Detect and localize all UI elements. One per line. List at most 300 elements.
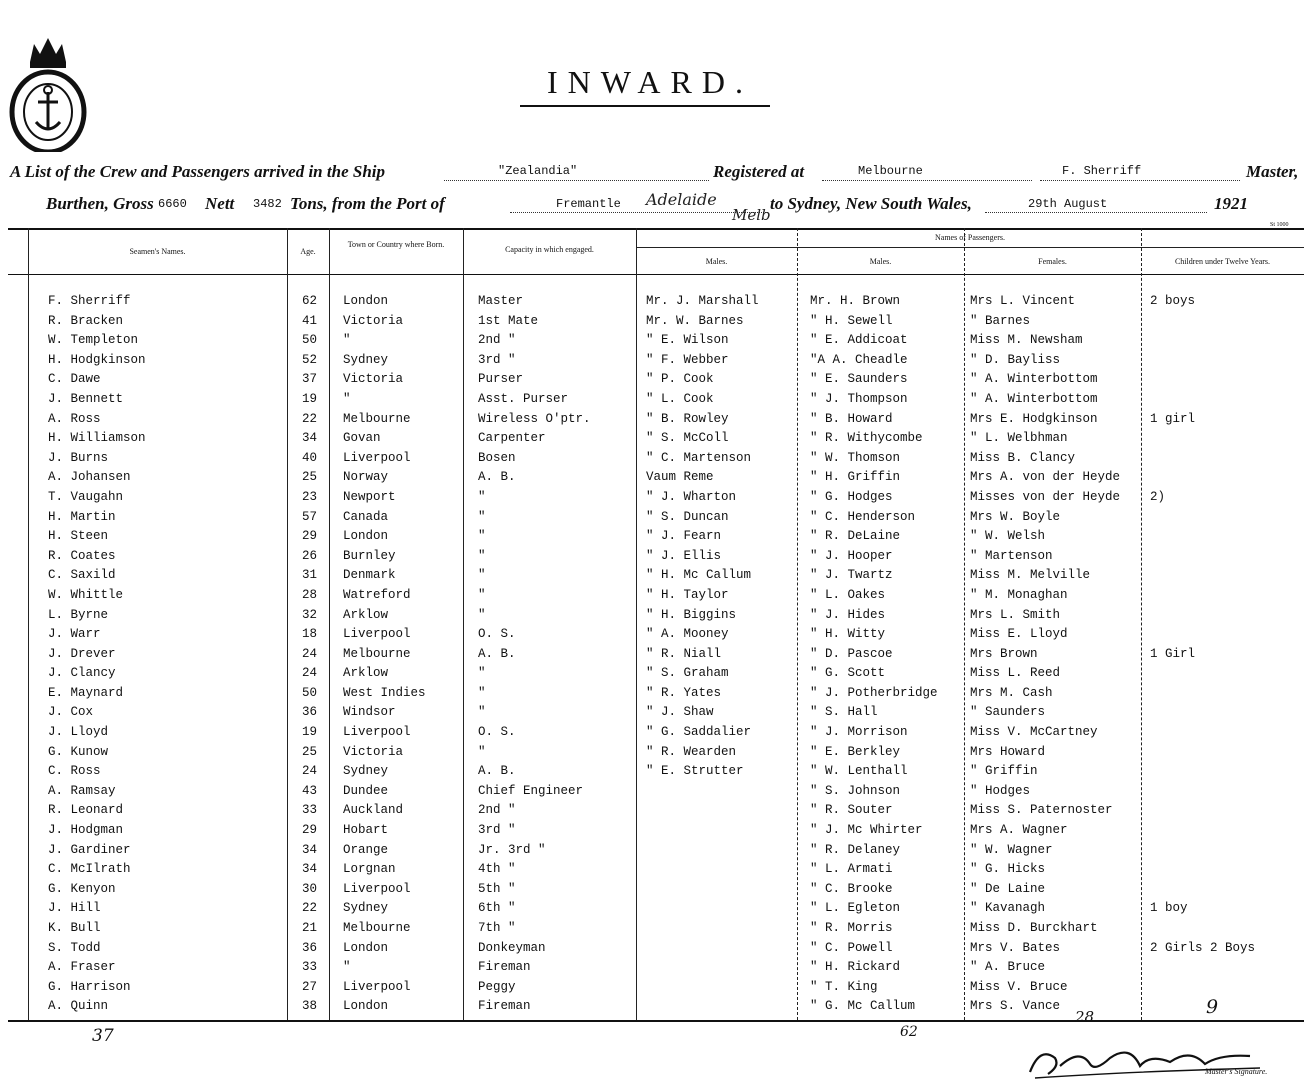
seaman-age: 38 (302, 999, 318, 1014)
birthplace: London (343, 294, 389, 308)
female-passenger: " Saunders (970, 705, 1046, 720)
female-passenger: " M. Monaghan (970, 587, 1068, 602)
seaman-age: 36 (302, 940, 318, 955)
children-count: 2 Girls 2 Boys (1150, 940, 1256, 955)
seaman-name: J. Drever (48, 646, 116, 661)
female-passenger: Mrs M. Cash (970, 685, 1053, 700)
capacity: Fireman (478, 960, 531, 975)
male-passenger: " R. DeLaine (810, 529, 901, 544)
header-capacity: Capacity in which engaged. (505, 245, 594, 254)
seaman-name: R. Leonard (48, 803, 124, 818)
table-bottom-rule (8, 1020, 1304, 1022)
capacity: " (478, 685, 486, 700)
seaman-name: R. Bracken (48, 313, 124, 328)
signature-label: Master's Signature. (1205, 1067, 1268, 1076)
seaman-age: 25 (302, 744, 318, 759)
seaman-name: A. Ross (48, 411, 101, 426)
male-passenger: " J. Hooper (810, 548, 893, 563)
children-count: 1 boy (1150, 901, 1188, 916)
seaman-age: 24 (302, 646, 318, 661)
seaman-age: 33 (302, 960, 318, 975)
table-row (0, 939, 1309, 959)
male-passenger: " G. Mc Callum (810, 999, 916, 1014)
birthplace: Melbourne (343, 921, 411, 935)
capacity: " (478, 568, 486, 583)
seaman-age: 52 (302, 352, 318, 367)
birthplace: " (343, 960, 351, 975)
header-age: Age. (300, 247, 316, 256)
ship-name: "Zealandia" (498, 164, 578, 178)
female-passenger: " Barnes (970, 313, 1031, 328)
birthplace: Canada (343, 509, 389, 524)
male-passenger: Vaum Reme (646, 470, 714, 485)
seaman-name: A. Johansen (48, 470, 131, 485)
capacity: 2nd " (478, 803, 516, 818)
table-row (0, 429, 1309, 449)
seaman-name: H. Williamson (48, 431, 146, 446)
seaman-name: H. Steen (48, 529, 109, 544)
male-passenger: " J. Hides (810, 607, 886, 622)
capacity: Asst. Purser (478, 391, 569, 406)
capacity: " (478, 744, 486, 759)
female-passenger: Miss M. Newsham (970, 333, 1083, 348)
seaman-age: 36 (302, 705, 318, 720)
seaman-name: L. Byrne (48, 607, 109, 622)
table-row (0, 860, 1309, 880)
table-row (0, 880, 1309, 900)
children-total: 9 (1206, 996, 1219, 1018)
male-passenger: " L. Oakes (810, 587, 886, 602)
birthplace: Sydney (343, 901, 389, 916)
header-males-2: Males. (869, 257, 892, 266)
seaman-name: A. Ramsay (48, 783, 116, 798)
crew-total: 37 (92, 1026, 114, 1046)
table-row (0, 351, 1309, 371)
seaman-name: H. Hodgkinson (48, 352, 146, 367)
arrival-date: 29th August (1028, 197, 1108, 211)
female-passenger: Mrs Brown (970, 646, 1038, 661)
seaman-age: 43 (302, 783, 318, 798)
capacity: Wireless O'ptr. (478, 411, 591, 426)
capacity: " (478, 529, 486, 544)
female-passenger: " W. Welsh (970, 529, 1046, 544)
capacity: 6th " (478, 901, 516, 916)
seaman-age: 32 (302, 607, 318, 622)
male-passenger: Mr. W. Barnes (646, 313, 744, 328)
table-row (0, 566, 1309, 586)
capacity: 7th " (478, 921, 516, 935)
capacity: Purser (478, 372, 524, 387)
seaman-age: 40 (302, 450, 318, 465)
female-passenger: " G. Hicks (970, 862, 1046, 877)
seaman-age: 19 (302, 391, 318, 406)
male-passenger: " T. King (810, 979, 878, 994)
birthplace: Liverpool (343, 979, 411, 994)
male-passenger: " E. Addicoat (810, 333, 908, 348)
seaman-name: J. Gardiner (48, 842, 131, 857)
male-passenger: " J. Mc Whirter (810, 823, 923, 838)
seaman-age: 34 (302, 842, 318, 857)
male-passenger: " J. Ellis (646, 548, 722, 563)
birthplace: London (343, 999, 389, 1014)
capacity: Donkeyman (478, 940, 546, 955)
capacity: Jr. 3rd " (478, 842, 546, 857)
table-row (0, 508, 1309, 528)
seaman-age: 23 (302, 489, 318, 504)
capacity: 3rd " (478, 823, 516, 838)
table-row (0, 292, 1309, 312)
female-passenger: Miss V. Bruce (970, 979, 1068, 994)
capacity: 5th " (478, 881, 516, 896)
male-passenger: " C. Powell (810, 940, 893, 955)
female-passenger: Miss D. Burckhart (970, 921, 1098, 935)
port-of-departure: Fremantle (556, 197, 621, 211)
male-passenger: " H. Biggins (646, 607, 737, 622)
female-passenger: Miss L. Reed (970, 666, 1061, 681)
male-passenger: " H. Mc Callum (646, 568, 752, 583)
table-row (0, 723, 1309, 743)
capacity: A. B. (478, 646, 516, 661)
seaman-age: 25 (302, 470, 318, 485)
male-passenger: " J. Thompson (810, 391, 908, 406)
capacity: 1st Mate (478, 313, 539, 328)
birthplace: Denmark (343, 568, 396, 583)
seaman-name: T. Vaugahn (48, 489, 124, 504)
male-passenger: " H. Witty (810, 627, 886, 642)
male-passenger: " E. Saunders (810, 372, 908, 387)
male-passenger: " B. Howard (810, 411, 893, 426)
table-row (0, 312, 1309, 332)
table-row (0, 919, 1309, 939)
table-row (0, 997, 1309, 1017)
birthplace: " (343, 333, 351, 348)
seaman-name: F. Sherriff (48, 294, 131, 308)
table-row (0, 527, 1309, 547)
birthplace: Lorgnan (343, 862, 396, 877)
male-passenger: " H. Taylor (646, 587, 729, 602)
seaman-age: 26 (302, 548, 318, 563)
list-heading: A List of the Crew and Passengers arrived in the Ship (10, 162, 385, 181)
female-passenger: " W. Wagner (970, 842, 1053, 857)
female-passenger: " D. Bayliss (970, 352, 1061, 367)
table-row (0, 841, 1309, 861)
male-passenger: " L. Cook (646, 391, 714, 406)
document-title: INWARD. (547, 64, 753, 100)
male-passenger: Mr. J. Marshall (646, 294, 759, 308)
male-passenger: " S. Johnson (810, 783, 901, 798)
seaman-name: H. Martin (48, 509, 116, 524)
seaman-age: 28 (302, 587, 318, 602)
registered-underline (822, 180, 1032, 181)
seaman-name: R. Coates (48, 548, 116, 563)
crew-passenger-list (0, 292, 1309, 1017)
male-passenger: " H. Sewell (810, 313, 893, 328)
passengers-header-rule (636, 247, 1304, 248)
seaman-age: 22 (302, 411, 318, 426)
female-passenger: Miss E. Lloyd (970, 627, 1068, 642)
male-passenger: " R. Souter (810, 803, 893, 818)
table-row (0, 762, 1309, 782)
capacity: " (478, 587, 486, 602)
male-passenger: " W. Lenthall (810, 764, 908, 779)
birthplace: Liverpool (343, 881, 411, 896)
male-passenger: " J. Potherbridge (810, 685, 938, 700)
nett-tonnage: 3482 (253, 197, 282, 211)
table-top-rule (8, 228, 1304, 230)
master-underline (1040, 180, 1240, 181)
female-passenger: Mrs V. Bates (970, 940, 1061, 955)
birthplace: Watreford (343, 587, 411, 602)
female-passenger: " De Laine (970, 881, 1046, 896)
capacity: 2nd " (478, 333, 516, 348)
table-row (0, 782, 1309, 802)
birthplace: Newport (343, 489, 396, 504)
birthplace: Auckland (343, 803, 404, 818)
seaman-age: 29 (302, 823, 318, 838)
capacity: " (478, 666, 486, 681)
female-passenger: Mrs W. Boyle (970, 509, 1061, 524)
master-label: Master, (1246, 162, 1299, 181)
birthplace: Victoria (343, 313, 404, 328)
seaman-name: E. Maynard (48, 685, 124, 700)
seaman-age: 18 (302, 627, 318, 642)
male-passenger: " S. Duncan (646, 509, 729, 524)
male-passenger: " S. Graham (646, 666, 729, 681)
seaman-name: J. Lloyd (48, 725, 109, 740)
table-header-rule (8, 274, 1304, 275)
date-underline (985, 212, 1207, 213)
male-passenger: " L. Egleton (810, 901, 901, 916)
table-row (0, 390, 1309, 410)
female-passenger: " Griffin (970, 764, 1038, 779)
female-passenger: Miss V. McCartney (970, 725, 1098, 740)
seaman-age: 19 (302, 725, 318, 740)
male-passenger: "A A. Cheadle (810, 352, 908, 367)
seaman-age: 33 (302, 803, 318, 818)
port-underline (510, 212, 768, 213)
seaman-name: K. Bull (48, 921, 101, 935)
registered-label: Registered at (713, 162, 805, 181)
male-passenger: " G. Hodges (810, 489, 893, 504)
male-passenger: " R. Yates (646, 685, 722, 700)
female-passenger-total: 28 (1075, 1008, 1095, 1026)
male-passenger: " P. Cook (646, 372, 714, 387)
tons-port-label: Tons, from the Port of (290, 194, 445, 213)
birthplace: Govan (343, 431, 381, 446)
seaman-name: C. Ross (48, 764, 101, 779)
seaman-age: 41 (302, 313, 318, 328)
male-passenger: " J. Twartz (810, 568, 893, 583)
seaman-age: 24 (302, 764, 318, 779)
female-passenger: Mrs L. Smith (970, 607, 1061, 622)
birthplace: Liverpool (343, 725, 411, 740)
master-signature (1020, 1036, 1270, 1084)
male-passenger: " R. Morris (810, 921, 893, 935)
seaman-name: J. Bennett (48, 391, 124, 406)
birthplace: Dundee (343, 783, 389, 798)
capacity: Chief Engineer (478, 783, 584, 798)
male-passenger: " A. Mooney (646, 627, 729, 642)
children-count: 1 Girl (1150, 646, 1196, 661)
male-passenger: " J. Fearn (646, 529, 722, 544)
birthplace: Victoria (343, 744, 404, 759)
table-row (0, 743, 1309, 763)
seaman-name: A. Quinn (48, 999, 109, 1014)
birthplace: West Indies (343, 685, 426, 700)
male-passenger: " R. Withycombe (810, 431, 923, 446)
male-passenger: " J. Morrison (810, 725, 908, 740)
capacity: 3rd " (478, 352, 516, 367)
seaman-name: J. Cox (48, 705, 94, 720)
male-passenger-total: 62 (900, 1024, 918, 1040)
master-name: F. Sherriff (1062, 164, 1142, 178)
form-number: St 1000 (1270, 222, 1289, 228)
seaman-name: S. Todd (48, 940, 101, 955)
capacity: O. S. (478, 725, 516, 740)
male-passenger: " R. Delaney (810, 842, 901, 857)
seaman-name: G. Harrison (48, 979, 131, 994)
male-passenger: " J. Shaw (646, 705, 714, 720)
female-passenger: " L. Welbhman (970, 431, 1068, 446)
birthplace: Orange (343, 842, 389, 857)
table-row (0, 664, 1309, 684)
capacity: O. S. (478, 627, 516, 642)
seaman-name: C. Dawe (48, 372, 101, 387)
registered-port: Melbourne (858, 164, 923, 178)
table-row (0, 468, 1309, 488)
female-passenger: Miss M. Melville (970, 568, 1091, 583)
table-row (0, 449, 1309, 469)
male-passenger: " D. Pascoe (810, 646, 893, 661)
male-passenger: " R. Niall (646, 646, 722, 661)
gross-tonnage: 6660 (158, 197, 187, 211)
male-passenger: " H. Griffin (810, 470, 901, 485)
birthplace: Windsor (343, 705, 396, 720)
male-passenger: " H. Rickard (810, 960, 901, 975)
birthplace: " (343, 391, 351, 406)
seaman-age: 50 (302, 333, 318, 348)
seaman-name: J. Burns (48, 450, 109, 465)
female-passenger: Miss B. Clancy (970, 450, 1076, 465)
birthplace: Liverpool (343, 450, 411, 465)
female-passenger: " A. Winterbottom (970, 372, 1098, 387)
seaman-age: 22 (302, 901, 318, 916)
capacity: " (478, 607, 486, 622)
seaman-age: 31 (302, 568, 318, 583)
male-passenger: " W. Thomson (810, 450, 901, 465)
seaman-name: J. Hill (48, 901, 101, 916)
nett-label: Nett (205, 194, 235, 213)
children-count: 1 girl (1150, 411, 1196, 426)
capacity: " (478, 705, 486, 720)
arrival-year: 1921 (1214, 194, 1248, 213)
female-passenger: " Kavanagh (970, 901, 1046, 916)
capacity: " (478, 509, 486, 524)
male-passenger: " E. Berkley (810, 744, 901, 759)
ship-underline (444, 180, 709, 181)
header-males-1: Males. (705, 257, 728, 266)
birthplace: London (343, 940, 389, 955)
male-passenger: " E. Strutter (646, 764, 744, 779)
male-passenger: " C. Martenson (646, 450, 752, 465)
seaman-age: 24 (302, 666, 318, 681)
table-row (0, 978, 1309, 998)
seaman-age: 29 (302, 529, 318, 544)
capacity: Fireman (478, 999, 531, 1014)
female-passenger: Mrs Howard (970, 744, 1046, 759)
male-passenger: " S. McColl (646, 431, 729, 446)
table-row (0, 625, 1309, 645)
table-row (0, 331, 1309, 351)
male-passenger: " R. Wearden (646, 744, 737, 759)
burthen-label: Burthen, Gross (46, 194, 154, 213)
seaman-name: C. McIlrath (48, 862, 131, 877)
seaman-age: 30 (302, 881, 318, 896)
female-passenger: Mrs A. Wagner (970, 823, 1068, 838)
seaman-age: 34 (302, 431, 318, 446)
birthplace: Burnley (343, 548, 396, 563)
male-passenger: Mr. H. Brown (810, 294, 901, 308)
capacity: A. B. (478, 764, 516, 779)
seaman-age: 34 (302, 862, 318, 877)
capacity: " (478, 548, 486, 563)
capacity: Peggy (478, 979, 516, 994)
seaman-age: 50 (302, 685, 318, 700)
male-passenger: " E. Wilson (646, 333, 729, 348)
table-row (0, 547, 1309, 567)
seaman-name: G. Kenyon (48, 881, 116, 896)
male-passenger: " L. Armati (810, 862, 893, 877)
seaman-name: J. Hodgman (48, 823, 124, 838)
birthplace: Melbourne (343, 646, 411, 661)
seaman-age: 62 (302, 294, 318, 308)
seaman-name: J. Warr (48, 627, 101, 642)
female-passenger: " Hodges (970, 783, 1031, 798)
birthplace: Arklow (343, 607, 389, 622)
seaman-name: J. Clancy (48, 666, 116, 681)
birthplace: Sydney (343, 352, 389, 367)
capacity: " (478, 489, 486, 504)
birthplace: Victoria (343, 372, 404, 387)
female-passenger: " A. Bruce (970, 960, 1046, 975)
male-passenger: " B. Rowley (646, 411, 729, 426)
seaman-name: A. Fraser (48, 960, 116, 975)
birthplace: Liverpool (343, 627, 411, 642)
female-passenger: Mrs A. von der Heyde (970, 470, 1121, 485)
table-row (0, 488, 1309, 508)
male-passenger: " G. Scott (810, 666, 886, 681)
seaman-age: 37 (302, 372, 318, 387)
seaman-name: C. Saxild (48, 568, 116, 583)
seaman-name: W. Whittle (48, 587, 124, 602)
seaman-name: G. Kunow (48, 744, 109, 759)
birthplace: Arklow (343, 666, 389, 681)
capacity: 4th " (478, 862, 516, 877)
children-count: 2 boys (1150, 294, 1196, 308)
table-row (0, 801, 1309, 821)
male-passenger: " F. Webber (646, 352, 729, 367)
header-seamen: Seamen's Names. (129, 247, 186, 256)
destination-label: to Sydney, New South Wales, (770, 194, 972, 213)
header-females: Females. (1038, 257, 1067, 266)
seaman-age: 57 (302, 509, 318, 524)
female-passenger: Mrs L. Vincent (970, 294, 1076, 308)
seaman-name: W. Templeton (48, 333, 139, 348)
female-passenger: Mrs E. Hodgkinson (970, 411, 1098, 426)
table-row (0, 410, 1309, 430)
seaman-age: 21 (302, 921, 318, 935)
table-row (0, 370, 1309, 390)
